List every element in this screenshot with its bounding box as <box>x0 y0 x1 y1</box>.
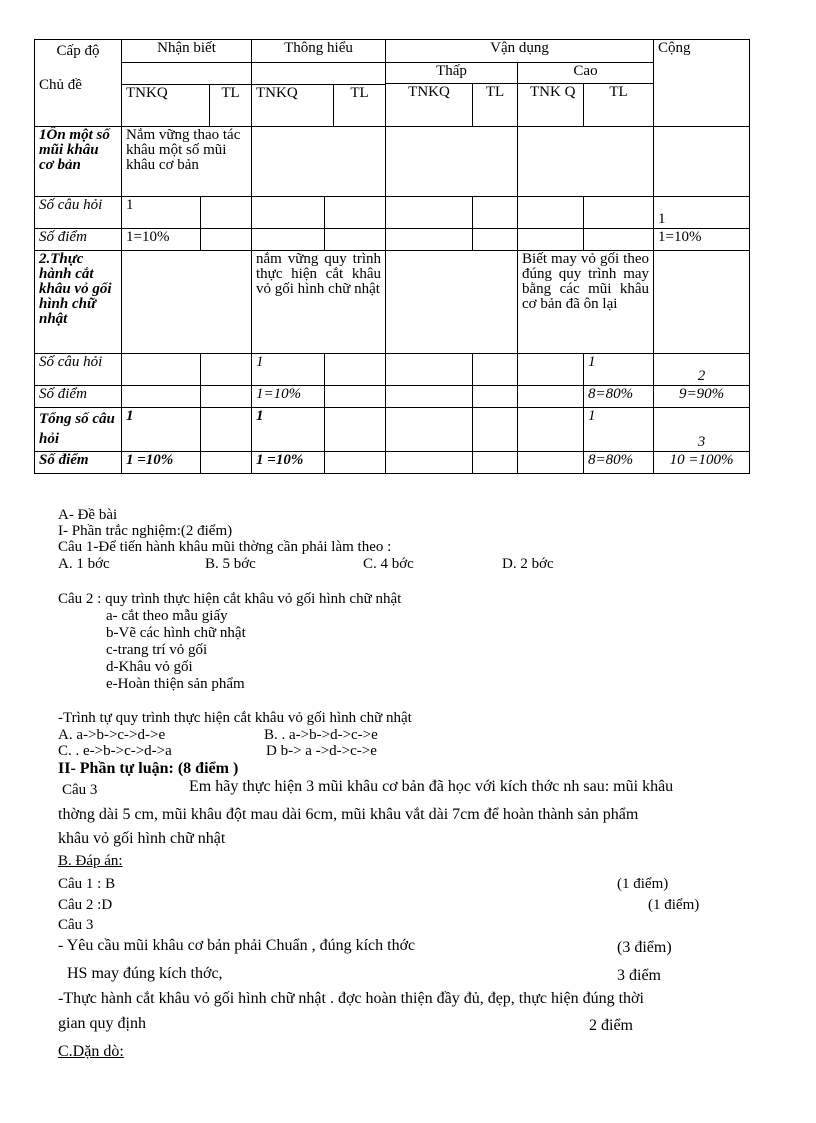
header-nb-tnkq: TNKQ <box>122 85 210 127</box>
cell <box>201 354 252 386</box>
label-chu-de: Chủ đề <box>39 77 82 93</box>
cell <box>201 197 252 229</box>
tong-cong: 3 <box>654 408 750 452</box>
header-nb-sub <box>122 63 252 127</box>
q1-option-a: A. 1 bớc <box>58 556 110 572</box>
q2-step: a- cắt theo mẫu giấy <box>106 608 228 624</box>
t1-socau-cong: 1 <box>654 197 750 229</box>
topic-2-thap <box>386 251 518 354</box>
cell <box>518 408 584 452</box>
cell <box>252 229 325 251</box>
so-diem-label: Số điểm <box>35 452 122 474</box>
answers-title: B. Đáp án: <box>58 853 123 869</box>
cell <box>201 452 252 474</box>
header-th-tl: TL <box>334 85 386 127</box>
answer-3: Câu 3 <box>58 917 94 933</box>
cell <box>325 197 386 229</box>
tong-nb: 1 <box>122 408 201 452</box>
t2-diem-cao: 8=80% <box>584 386 654 408</box>
header-th-sub <box>252 63 386 127</box>
cell <box>473 354 518 386</box>
part1-title: I- Phần trắc nghiệm:(2 điểm) <box>58 523 233 539</box>
q1-option-b: B. 5 bớc <box>205 556 256 572</box>
section-c-title: C.Dặn dò: <box>58 1043 124 1060</box>
topic-2-name: 2.Thực hành cắt khâu vỏ gối hình chữ nhật <box>35 251 122 354</box>
requirement-2-points: 3 điểm <box>617 967 661 984</box>
topic-1-desc: Nắm vững thao tác khâu một số mũi khâu cơ bản <box>122 127 252 197</box>
t2-so-cau-label: Số câu hỏi <box>35 354 122 386</box>
topic-1-cao <box>518 127 654 197</box>
topic-1-thap <box>386 127 518 197</box>
question-1: Câu 1-Để tiến hành khâu mũi thờng cần phải làm theo : <box>58 539 392 555</box>
topic-1-th <box>252 127 386 197</box>
tong-cao: 1 <box>584 408 654 452</box>
q3-line-1: Em hãy thực hiện 3 mũi khâu cơ bản đã học với kích thớc nh sau: mũi khâu <box>189 778 674 795</box>
cell <box>325 408 386 452</box>
q2-step: e-Hoàn thiện sản phẩm <box>106 676 245 692</box>
cell <box>122 354 201 386</box>
t1-socau-nb: 1 <box>122 197 201 229</box>
q3-label: Câu 3 <box>62 782 98 798</box>
q3-line-3: khâu vỏ gối hình chữ nhật <box>58 830 226 847</box>
cell <box>518 197 584 229</box>
t2-socau-th: 1 <box>252 354 325 386</box>
header-cap-do <box>35 40 122 127</box>
answer-1-points: (1 điểm) <box>617 876 669 892</box>
label-cap-do: Cấp độ <box>56 43 100 59</box>
q2-step: d-Khâu vỏ gối <box>106 659 193 675</box>
cell <box>518 229 584 251</box>
cell <box>473 229 518 251</box>
requirement-2: HS may đúng kích thớc, <box>67 965 223 982</box>
header-thap-tl: TL <box>473 84 518 127</box>
q2-step: b-Vẽ các hình chữ nhật <box>106 625 246 641</box>
t1-so-diem-label: Số điểm <box>35 229 122 251</box>
section-a-title: A- Đề bài <box>58 507 118 523</box>
topic-2-nb <box>122 251 252 354</box>
cell <box>386 229 473 251</box>
cell <box>386 452 473 474</box>
diem-cong: 10 =100% <box>654 452 750 474</box>
answer-1: Câu 1 : B <box>58 876 116 892</box>
cell <box>386 354 473 386</box>
diem-nb: 1 =10% <box>122 452 201 474</box>
cell <box>584 197 654 229</box>
cell <box>325 229 386 251</box>
cell <box>518 354 584 386</box>
q2-option-a: A. a->b->c->d->e <box>58 727 166 743</box>
cell <box>325 452 386 474</box>
q2-option-d: D b-> a ->d->c->e <box>266 743 377 759</box>
requirement-3-line-2: gian quy định <box>58 1015 146 1032</box>
cell <box>473 452 518 474</box>
cell <box>325 386 386 408</box>
cell <box>518 452 584 474</box>
t2-socau-cao: 1 <box>584 354 654 386</box>
q2-step: c-trang trí vỏ gối <box>106 642 208 658</box>
requirement-3-line-1: -Thực hành cắt khâu vỏ gối hình chữ nhật . đợc hoàn thiện đầy đủ, đẹp, thực hiện đúng thời <box>58 990 644 1007</box>
cell <box>201 229 252 251</box>
header-cao-tl: TL <box>584 84 654 127</box>
cell <box>122 386 201 408</box>
cell <box>386 408 473 452</box>
header-cong: Cộng <box>654 40 750 127</box>
topic-2-cong <box>654 251 750 354</box>
q2-option-c: C. . e->b->c->d->a <box>58 743 172 759</box>
t2-so-diem-label: Số điểm <box>35 386 122 408</box>
requirement-1: - Yêu cầu mũi khâu cơ bản phải Chuẩn , đúng kích thớc <box>58 937 416 954</box>
q1-option-d: D. 2 bớc <box>502 556 554 572</box>
requirement-3-points: 2 điểm <box>589 1017 633 1034</box>
topic-1-name: 1Ôn một số mũi khâu cơ bản <box>35 127 122 197</box>
header-th-tnkq: TNKQ <box>252 85 334 127</box>
topic-2-desc-th: nắm vững quy trình thực hiện cắt khâu vỏ gối hình chữ nhật <box>252 251 386 354</box>
cell <box>252 197 325 229</box>
header-thong-hieu: Thông hiểu <box>252 40 386 63</box>
cell <box>386 386 473 408</box>
header-cao: Cao <box>518 63 654 84</box>
requirement-1-points: (3 điểm) <box>617 939 672 956</box>
question-2: Câu 2 : quy trình thực hiện cắt khâu vỏ gối hình chữ nhật <box>58 591 402 607</box>
header-thap-tnkq: TNKQ <box>386 84 473 127</box>
cell <box>473 386 518 408</box>
cell <box>386 197 473 229</box>
cell <box>325 354 386 386</box>
q1-option-c: C. 4 bớc <box>363 556 414 572</box>
q3-line-2: thờng dài 5 cm, mũi khâu đột mau dài 6cm, mũi khâu vắt dài 7cm để hoàn thành sản phẩm <box>58 806 639 823</box>
part2-title: II- Phần tự luận: (8 điểm ) <box>58 760 239 777</box>
cell <box>518 386 584 408</box>
q2-order: -Trình tự quy trình thực hiện cắt khâu vỏ gối hình chữ nhật <box>58 710 412 726</box>
t2-diem-cong: 9=90% <box>654 386 750 408</box>
tong-th: 1 <box>252 408 325 452</box>
t2-socau-cong: 2 <box>654 354 750 386</box>
topic-2-desc-cao: Biết may vỏ gối theo đúng quy trình may bằng các mũi khâu cơ bản đã ôn lại <box>518 251 654 354</box>
diem-cao: 8=80% <box>584 452 654 474</box>
cell <box>473 408 518 452</box>
t1-diem-cong: 1=10% <box>654 229 750 251</box>
header-nhan-biet: Nhận biết <box>122 40 252 63</box>
cell <box>473 197 518 229</box>
cell <box>201 386 252 408</box>
cell <box>201 408 252 452</box>
answer-2-points: (1 điểm) <box>648 897 700 913</box>
answer-2: Câu 2 :D <box>58 897 113 913</box>
header-thap: Thấp <box>386 63 518 84</box>
t1-so-cau-label: Số câu hỏi <box>35 197 122 229</box>
t2-diem-th: 1=10% <box>252 386 325 408</box>
header-van-dung: Vận dụng <box>386 40 654 63</box>
q2-option-b: B. . a->b->d->c->e <box>264 727 378 743</box>
t1-diem-nb: 1=10% <box>122 229 201 251</box>
header-cao-tnkq: TNK Q <box>518 84 584 127</box>
diem-th: 1 =10% <box>252 452 325 474</box>
tong-so-label: Tổng số câu hỏi <box>35 408 122 452</box>
cell <box>584 229 654 251</box>
header-nb-tl: TL <box>210 85 252 127</box>
matrix-table <box>34 39 750 474</box>
topic-1-cong <box>654 127 750 197</box>
